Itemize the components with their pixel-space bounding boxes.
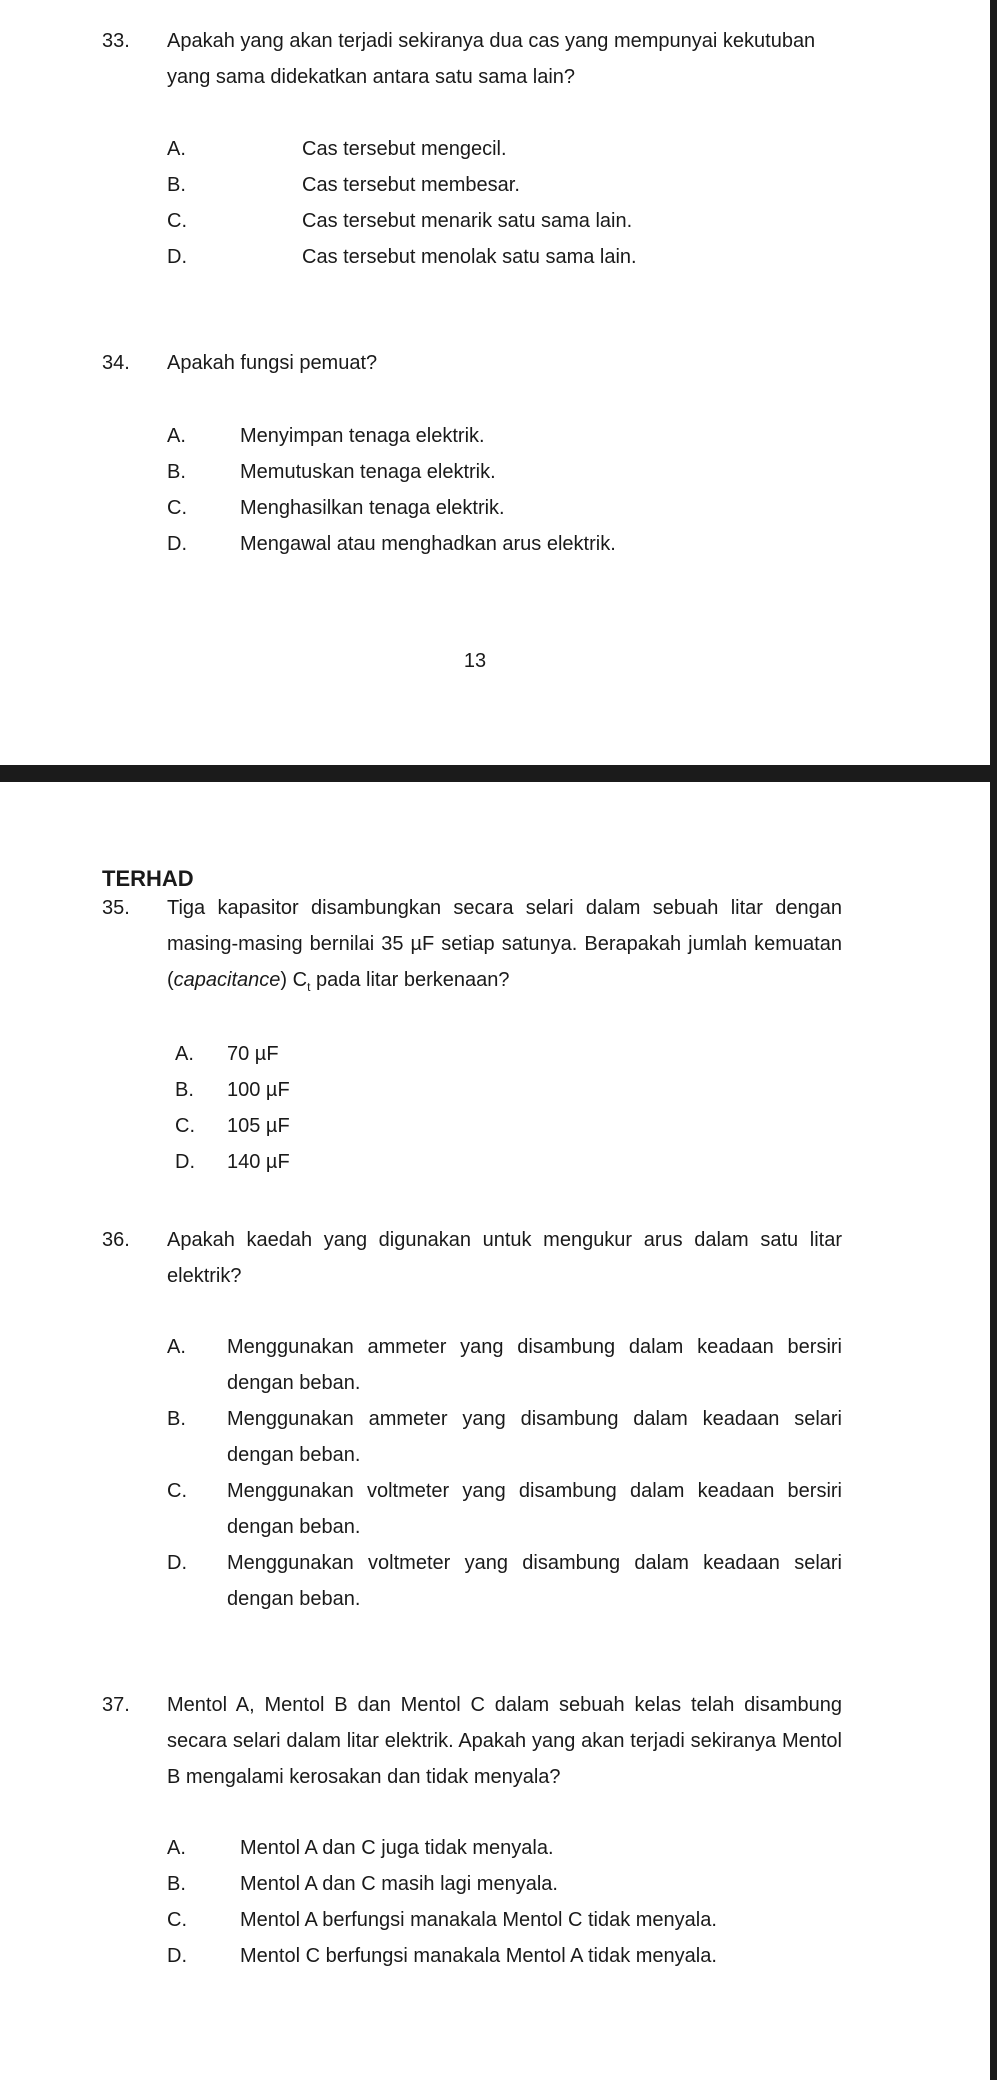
option-letter: A.: [167, 138, 186, 160]
option-text: Menggunakan voltmeter yang disambung dalam keadaan selari dengan beban.: [227, 1552, 842, 1610]
option-letter: D.: [167, 1552, 187, 1574]
right-border: [990, 0, 997, 2080]
option-d: [102, 1545, 842, 1617]
option-c: [102, 1902, 842, 1938]
option-text: Cas tersebut menarik satu sama lain.: [302, 210, 633, 232]
question-number: 34.: [102, 352, 130, 374]
option-text: Menggunakan voltmeter yang disambung dalam keadaan bersiri dengan beban.: [227, 1480, 842, 1538]
question-number: 36.: [102, 1229, 130, 1251]
question-text: Apakah kaedah yang digunakan untuk mengukur arus dalam satu litar elektrik?: [167, 1229, 842, 1287]
option-c: [102, 203, 842, 239]
option-text: Cas tersebut menolak satu sama lain.: [302, 246, 637, 268]
question-text-italic: capacitance: [173, 969, 281, 991]
option-letter: A.: [167, 1837, 186, 1859]
option-text: Mentol A dan C juga tidak menyala.: [240, 1837, 554, 1859]
option-text: Mengawal atau menghadkan arus elektrik.: [240, 533, 616, 555]
option-text: 140 µF: [227, 1151, 290, 1173]
option-letter: A.: [167, 425, 186, 447]
question-text-part: pada litar berkenaan?: [310, 969, 510, 991]
q37-options: [102, 1830, 842, 1974]
option-text: Memutuskan tenaga elektrik.: [240, 461, 496, 483]
option-c: [102, 1108, 842, 1144]
option-text: Menggunakan ammeter yang disambung dalam keadaan selari dengan beban.: [227, 1408, 842, 1466]
option-text: 70 µF: [227, 1043, 279, 1065]
option-c: [102, 490, 842, 526]
option-letter: B.: [175, 1079, 194, 1101]
question-text-symbol: ) C: [280, 969, 308, 991]
page-separator: [0, 765, 997, 782]
question-number: 37.: [102, 1694, 130, 1716]
question-text: Apakah yang akan terjadi sekiranya dua cas yang mempunyai kekutuban yang sama didekatkan antara satu sama lain?: [167, 30, 816, 88]
option-a: [102, 1329, 842, 1401]
option-letter: B.: [167, 1873, 186, 1895]
option-text: Cas tersebut membesar.: [302, 174, 520, 196]
q36-options: [102, 1329, 842, 1617]
option-text: Menghasilkan tenaga elektrik.: [240, 497, 505, 519]
question-35: [102, 890, 842, 1005]
option-letter: B.: [167, 1408, 186, 1430]
option-text: Mentol A berfungsi manakala Mentol C tidak menyala.: [240, 1909, 717, 1931]
option-letter: C.: [175, 1115, 195, 1137]
option-letter: D.: [167, 1945, 187, 1967]
option-text: Mentol A dan C masih lagi menyala.: [240, 1873, 558, 1895]
question-33: [102, 23, 842, 95]
option-letter: B.: [167, 461, 186, 483]
option-letter: C.: [167, 210, 187, 232]
option-a: [102, 1830, 842, 1866]
option-text: Mentol C berfungsi manakala Mentol A tidak menyala.: [240, 1945, 717, 1967]
question-text: Apakah fungsi pemuat?: [167, 352, 378, 374]
q34-options: [102, 418, 842, 562]
option-b: [102, 1866, 842, 1902]
question-34: [102, 345, 842, 381]
option-letter: C.: [167, 497, 187, 519]
option-b: [102, 454, 842, 490]
option-text: 100 µF: [227, 1079, 290, 1101]
page-number: 13: [463, 650, 487, 672]
option-d: [102, 526, 842, 562]
option-b: [102, 1401, 842, 1473]
option-text: Menyimpan tenaga elektrik.: [240, 425, 485, 447]
option-letter: D.: [167, 246, 187, 268]
option-text: Menggunakan ammeter yang disambung dalam keadaan bersiri dengan beban.: [227, 1336, 842, 1394]
option-text: Cas tersebut mengecil.: [302, 138, 507, 160]
option-b: [102, 1072, 842, 1108]
question-text: [167, 890, 842, 1005]
option-c: [102, 1473, 842, 1545]
option-d: [102, 1938, 842, 1974]
option-letter: D.: [167, 533, 187, 555]
question-text-part: Tiga kapasitor disambungkan secara selari dalam sebuah litar dengan masing-masing bernilai 35 µF setiap satunya. Berapakah jumlah kemuatan (: [167, 897, 842, 991]
option-letter: C.: [167, 1480, 187, 1502]
question-37: [102, 1687, 842, 1795]
question-36: [102, 1222, 842, 1294]
restricted-stamp: TERHAD: [102, 866, 194, 891]
option-b: [102, 167, 842, 203]
option-letter: D.: [175, 1151, 195, 1173]
q33-options: [102, 131, 842, 275]
question-number: 33.: [102, 30, 130, 52]
question-text: Mentol A, Mentol B dan Mentol C dalam sebuah kelas telah disambung secara selari dalam litar elektrik. Apakah yang akan terjadi sekiranya Mentol B mengalami kerosakan dan tidak menyala?: [167, 1694, 842, 1788]
q35-options: [102, 1036, 842, 1180]
option-d: [102, 1144, 842, 1180]
question-number: 35.: [102, 897, 130, 919]
option-text: 105 µF: [227, 1115, 290, 1137]
option-letter: B.: [167, 174, 186, 196]
option-d: [102, 239, 842, 275]
question-text-subscript: t: [307, 980, 311, 994]
option-letter: C.: [167, 1909, 187, 1931]
option-letter: A.: [175, 1043, 194, 1065]
option-a: [102, 131, 842, 167]
option-letter: A.: [167, 1336, 186, 1358]
option-a: [102, 1036, 842, 1072]
option-a: [102, 418, 842, 454]
